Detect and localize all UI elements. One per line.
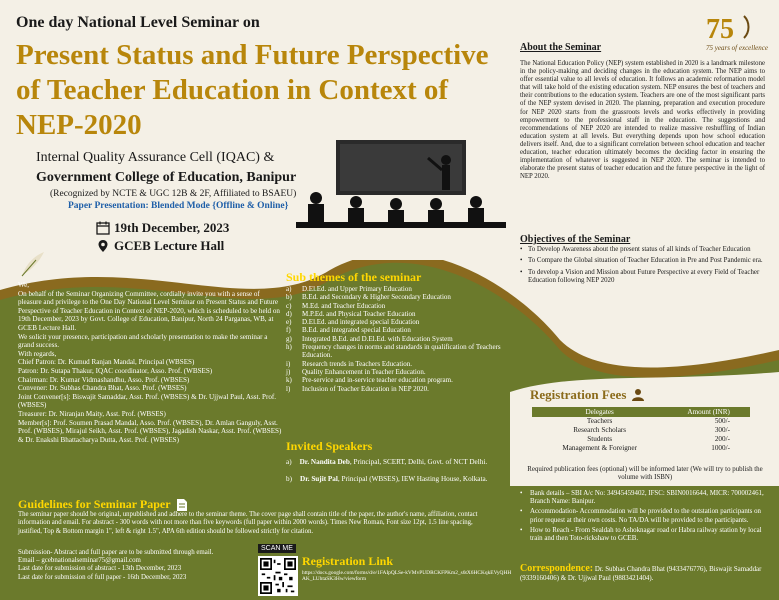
college-name: Government College of Education, Banipur — [36, 170, 297, 185]
list-item: l) Inclusion of Teacher Education in NEP 2020. — [286, 384, 429, 393]
presentation-mode: Paper Presentation: Blended Mode {Offline & Online} — [68, 201, 289, 211]
guidelines-text: The seminar paper should be original, unpublished and adhere to the seminar theme. The cover page shall contain title of the paper, the author's name, affiliation, contact information and email. For abstract - 300 words with not more than five keywords (full paper within 2000 words). Times New Roman, Font size 12pt, 1.5 line spacing, justified, Top & Bottom margin 1", left & right 1.5", APA 6th edition should be followed strictly for citation. — [18, 511, 478, 535]
table-row: Research Scholars 300/- — [573, 426, 730, 434]
column-header: Amount (INR) — [667, 407, 750, 417]
submission-line: Last date for submission of full paper - 16th December, 2023 — [18, 573, 187, 581]
list-item: f) B.Ed. and integrated special Education — [286, 326, 411, 335]
list-item: b) Dr. Sujit Pal, Principal (WBSES), IEW Hasting House, Kolkata. — [286, 475, 488, 483]
scan-me-label: SCAN ME — [258, 544, 296, 553]
objectives-list — [520, 246, 765, 288]
table-row: Students 200/- — [587, 435, 730, 443]
calendar-icon — [96, 221, 110, 235]
seminar-date — [96, 220, 229, 236]
classroom-illustration — [296, 130, 506, 240]
column-header: Delegates — [532, 407, 667, 417]
about-text: The National Education Policy (NEP) system established in 2020 is a landmark milestone in the policy-making and deciding changes in the education system. The NEP aims to offer essential value to all levels of education. It follows an academic reformation model that will take hold of the existing education system. NEP ensures the best of teachers and their contributions to the education system. Teachers are one of the most significant parts of the NEP system devised in 2020. The planning, preparation and execution procedure for NEP 2020 starts from the grassroots levels and works effectively in providing empowerment to the professional staff in the education. The suggestions and recommendations of NEP 2020 are intended to realize massive reshuffling of Indian education system at all levels. But everything depends upon how school education delivers itself. And, due to a significant correlation between school education and teacher education, teacher education ultimately becomes the deciding factor in ensuring the implementation of whatever is suggested in NEP 2020. The seminar is intended to elaborate the present status of teacher education and the future perspective in the light of NEP 2020. — [520, 60, 765, 181]
registration-link[interactable]: https://docs.google.com/forms/d/e/1FAIpQLSe-kVMvPUDRCKFPKm2_s6tX6HCKqkEVyQHHAK_LUhtaSK3Hw/viewform — [302, 570, 512, 583]
invite-line: With regards, — [18, 349, 57, 358]
submission-info — [18, 549, 268, 582]
list-item: i) Research trends in Teachers Education. — [286, 359, 412, 368]
feather-quill-icon — [18, 250, 46, 278]
correspondence-text: Dr. Subhas Chandra Bhat (9433476776), Biswajit Samaddar (9339160406) & Dr. Ujjwal Paul (9883421404). — [520, 566, 762, 582]
objectives-heading: Objectives of the Seminar — [520, 234, 631, 245]
how-to-reach: • How to Reach - From Sealdah to Ashoknagar road or Habra railway station by local train and then Toto-rickshaw to GCEB. — [520, 527, 770, 543]
organizer-cell: Internal Quality Assurance Cell (IQAC) & — [36, 150, 275, 165]
seminar-title: Present Status and Future Perspective of Teacher Education in Context of NEP-2020 — [16, 39, 489, 141]
table-row: Management & Foreigner 1000/- — [562, 444, 730, 452]
list-item: b) B.Ed. and Secondary & Higher Secondary Education — [286, 293, 451, 302]
sub-themes-heading: Sub themes of the seminar — [286, 270, 422, 284]
college-anniversary-logo — [700, 8, 772, 54]
table-row: Teachers 500/- — [586, 417, 730, 425]
svg-text:75 years of excellence: 75 years of excellence — [706, 44, 768, 52]
list-item: • To Develop Awareness about the present status of all kinds of Teacher Education — [520, 246, 765, 254]
document-icon — [175, 498, 189, 512]
speakers-list — [286, 458, 511, 492]
guidelines-heading: Guidelines for Seminar Paper — [18, 497, 189, 512]
invite-line: Chairman: Dr. Kumar Vidmashandhu, Asso. Prof. (WBSES) — [18, 375, 190, 384]
list-item: h) Frequency changes in norms and standards in qualification of Teachers Education. — [286, 343, 501, 360]
invite-line: Patron: Dr. Sutapa Thakur, IQAC coordinator, Asso. Prof. (WBSES) — [18, 366, 213, 375]
submission-line: Last date for submission of abstract - 13th December, 2023 — [18, 565, 182, 573]
invite-line: We solicit your presence, participation and scholarly presentation to make the seminar a grand success. — [18, 332, 268, 350]
correspondence — [520, 564, 775, 583]
invitation-text — [18, 281, 283, 444]
list-item: • To develop a Vision and Mission about Future Perspective at every Field of Teacher Education following NEP 2020 — [520, 269, 765, 286]
bank-details: • Bank details – SBI A/c No: 34945459402, IFSC: SBIN0016644, MICR: 700002461, Branch Name: Banipur. — [520, 490, 770, 506]
user-icon — [632, 388, 646, 402]
about-heading: About the Seminar — [520, 42, 602, 53]
registration-link-heading: Registration Link — [302, 554, 394, 568]
invite-line: Joint Convener[s]: Biswajit Samaddar, Asst. Prof. (WBSES) & Dr. Ujjwal Paul, Asst. Prof. (WBSES) — [18, 392, 277, 410]
registration-qr-code[interactable] — [258, 556, 298, 596]
info-list — [520, 490, 770, 545]
seminar-venue — [96, 238, 224, 254]
location-pin-icon — [96, 239, 110, 253]
recognition: (Recognized by NCTE & UGC 12B & 2F, Affiliated to BSAEU) — [50, 189, 297, 199]
seminar-type: One day National Level Seminar on — [16, 14, 260, 31]
fees-table — [532, 407, 750, 453]
list-item: • To Compare the Global situation of Teacher Education in Pre and Post Pandemic era. — [520, 257, 765, 265]
svg-text:75: 75 — [706, 14, 734, 45]
invited-speakers-heading: Invited Speakers — [286, 439, 373, 453]
list-item: j) Quality Enhancement in Teacher Education. — [286, 367, 426, 376]
list-item: e) D.El.Ed. and integrated special Education — [286, 318, 420, 327]
sub-themes-list — [286, 285, 506, 393]
accommodation-info: • Accommodation- Accommodation will be provided to the outstation participants on prior request at their own costs. No TA/DA will be provided to the participants. — [520, 508, 770, 524]
submission-line: Submission- Abstract and full paper are to be submitted through email. — [18, 549, 214, 556]
list-item: d) M.P.Ed. and Physical Teacher Education — [286, 309, 416, 318]
list-item: c) M.Ed. and Teacher Education — [286, 301, 386, 310]
venue-text: GCEB Lecture Hall — [114, 238, 225, 253]
invite-line: Chief Patron: Dr. Kumud Ranjan Mandal, Principal (WBSES) — [18, 358, 195, 367]
invite-line: Member[s]: Prof. Soumen Prasad Mandal, Asso. Prof. (WBSES), Dr. Amlan Ganguly, Asst. Prof. (WBSES), Mirajul Seikh, Asst. Prof. (WBSES), Jagadish Naskar, Asst. Prof. (WBSES) & Dr. Enakshi Bhattacharya Dutta, Asst. Prof. (WBSES) — [18, 418, 282, 444]
list-item: a) Dr. Nandita Deb, Principal, SCERT, Delhi, Govt. of NCT Delhi. — [286, 458, 488, 466]
correspondence-heading: Correspondence: — [520, 563, 594, 574]
invite-line: On behalf of the Seminar Organizing Committee, cordially invite you with a sense of pleasure and privilege to the One Day National Level Seminar on Present Status and Future Perspective of Teacher Education in Context of NEP-2020, which is scheduled to be held on 19th December, 2023 by Govt. College of Education, Banipur, North 24 Parganas, WB, at GCEB Lecture Hall. — [18, 289, 280, 332]
date-text: 19th December, 2023 — [114, 220, 230, 235]
registration-fees-heading: Registration Fees — [530, 387, 646, 403]
list-item: k) Pre-service and in-service teacher education program. — [286, 376, 453, 385]
invite-line: Convener: Dr. Subhas Chandra Bhat, Asso. Prof. (WBSES) — [18, 384, 187, 393]
fees-note: Required publication fees (optional) will be informed later (We will try to publish the volume with ISBN) — [527, 466, 763, 482]
list-item: g) Integrated B.Ed. and D.El.Ed. with Education System — [286, 334, 453, 343]
submission-email[interactable]: Email – gcebnationalseminar75@gmail.com — [18, 557, 141, 565]
invite-line: Treasurer: Dr. Niranjan Maity, Asst. Prof. (WBSES) — [18, 409, 166, 418]
invite-line: We, — [18, 281, 30, 289]
list-item: a) D.El.Ed. and Upper Primary Education — [286, 285, 412, 293]
